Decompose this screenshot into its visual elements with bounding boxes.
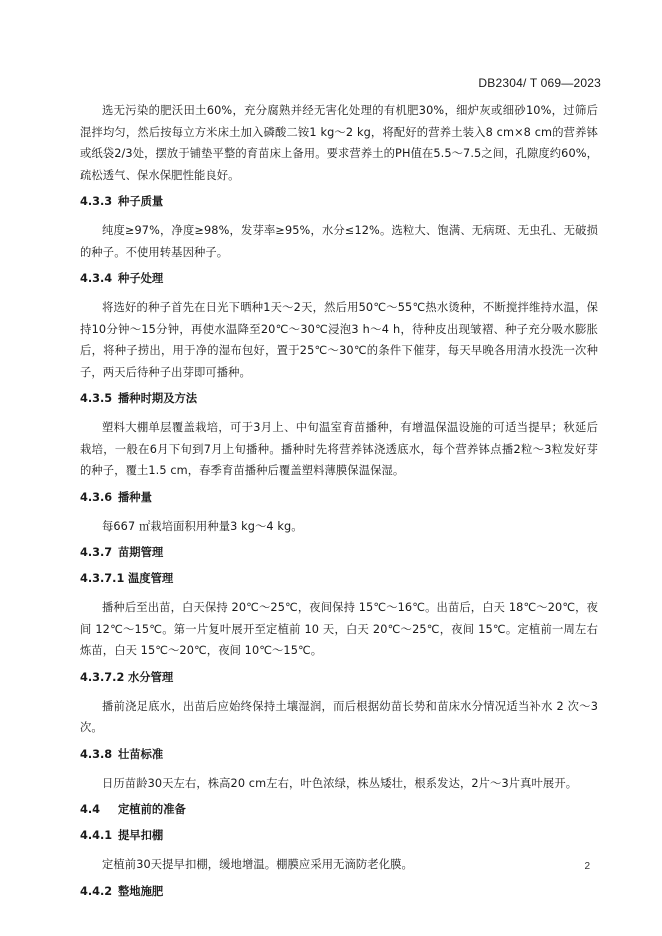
sowing-amount-paragraph: 每667 ㎡栽培面积用种量3 kg～4 kg。 [102,519,303,533]
section-4-3-7-heading: 4.3.7 苗期管理 [80,546,164,559]
section-4-4-1-heading: 4.4.1 提早扣棚 [80,829,164,842]
water-management-paragraph: 播前浇足底水，出苗后应始终保持土壤湿润，而后根据幼苗长势和苗床水分情况适当补水 2 次～3 次。 [80,699,598,734]
section-4-3-3-heading: 4.3.3 种子质量 [80,195,164,208]
section-4-3-7-1-heading: 4.3.7.1 温度管理 [80,572,174,585]
section-4-3-8-heading: 4.3.8 壮苗标准 [80,747,164,761]
section-4-4-heading: 4.4 定植前的准备 [80,803,186,816]
section-4-3-7-2-heading: 4.3.7.2 水分管理 [80,670,174,684]
strong-seedling-paragraph: 日历苗龄30天左右，株高20 cm左右，叶色浓绿，株丛矮壮，根系发达，2片～3片真叶展开。 [102,776,578,790]
sowing-time-paragraph: 塑料大棚单层覆盖栽培，可于3月上、中旬温室育苗播种，有增温保温设施的可适当提早；秋延后栽培，一般在6月下旬到7月上旬播种。播种时先将营养钵浇透底水，每个营养钵点播2粒～3粒发好芽的种子，覆土1.5 cm，春季育苗播种后覆盖塑料薄膜保温保湿。 [80,421,598,477]
temperature-management-paragraph: 播种后至出苗，白天保持 20℃～25℃，夜间保持 15℃～16℃。出苗后，白天 18℃～20℃，夜间 12℃～15℃。第一片复叶展开至定植前 10 天，白天 20℃～25℃，夜间 15℃。定植前一周左右炼苗，白天 15℃～20℃，夜间 10℃～15℃。 [80,601,598,657]
seed-quality-paragraph: 纯度≥97%，净度≥98%，发芽率≥95%，水分≤12%。选粒大、饱满、无病斑、无虫孔、无破损的种子。不使用转基因种子。 [80,224,598,259]
document-code: DB2304/ T 069—2023 [478,76,601,90]
document-body [80,100,598,900]
seed-treatment-paragraph: 将选好的种子首先在日光下晒种1天～2天，然后用50℃～55℃热水烫种，不断搅拌维持水温，保持10分钟～15分钟，再使水温降至20℃～30℃浸泡3 h～4 h，待种皮出现皱褶、种子充分吸水膨胀后，将种子捞出，用于净的湿布包好，置于25℃～30℃的条件下催芽，每天早晚各用清水投洗一次种子，两天后待种子出芽即可播种。 [80,301,598,379]
early-shed-paragraph: 定植前30天提早扣棚，缓地增温。棚膜应采用无滴防老化膜。 [102,858,413,871]
section-4-4-2-heading: 4.4.2 整地施肥 [80,884,164,898]
section-4-3-5-heading: 4.3.5 播种时期及方法 [80,392,198,405]
section-4-3-6-heading: 4.3.6 播种量 [80,490,152,504]
section-4-3-4-heading: 4.3.4 种子处理 [80,272,164,285]
page-number: 2 [584,861,590,872]
nutrient-soil-paragraph: 选无污染的肥沃田土60%，充分腐熟并经无害化处理的有机肥30%，细炉灰或细砂10%，过筛后混拌均匀，然后按每立方米床土加入磷酸二铵1 kg～2 kg，将配好的营养土装入8 cm×8 cm的营养钵或纸袋2/3处，摆放于铺垫平整的育苗床上备用。要求营养土的PH值在5.5～7.5之间，孔隙度约60%，疏松透气、保水保肥性能良好。 [80,104,598,182]
